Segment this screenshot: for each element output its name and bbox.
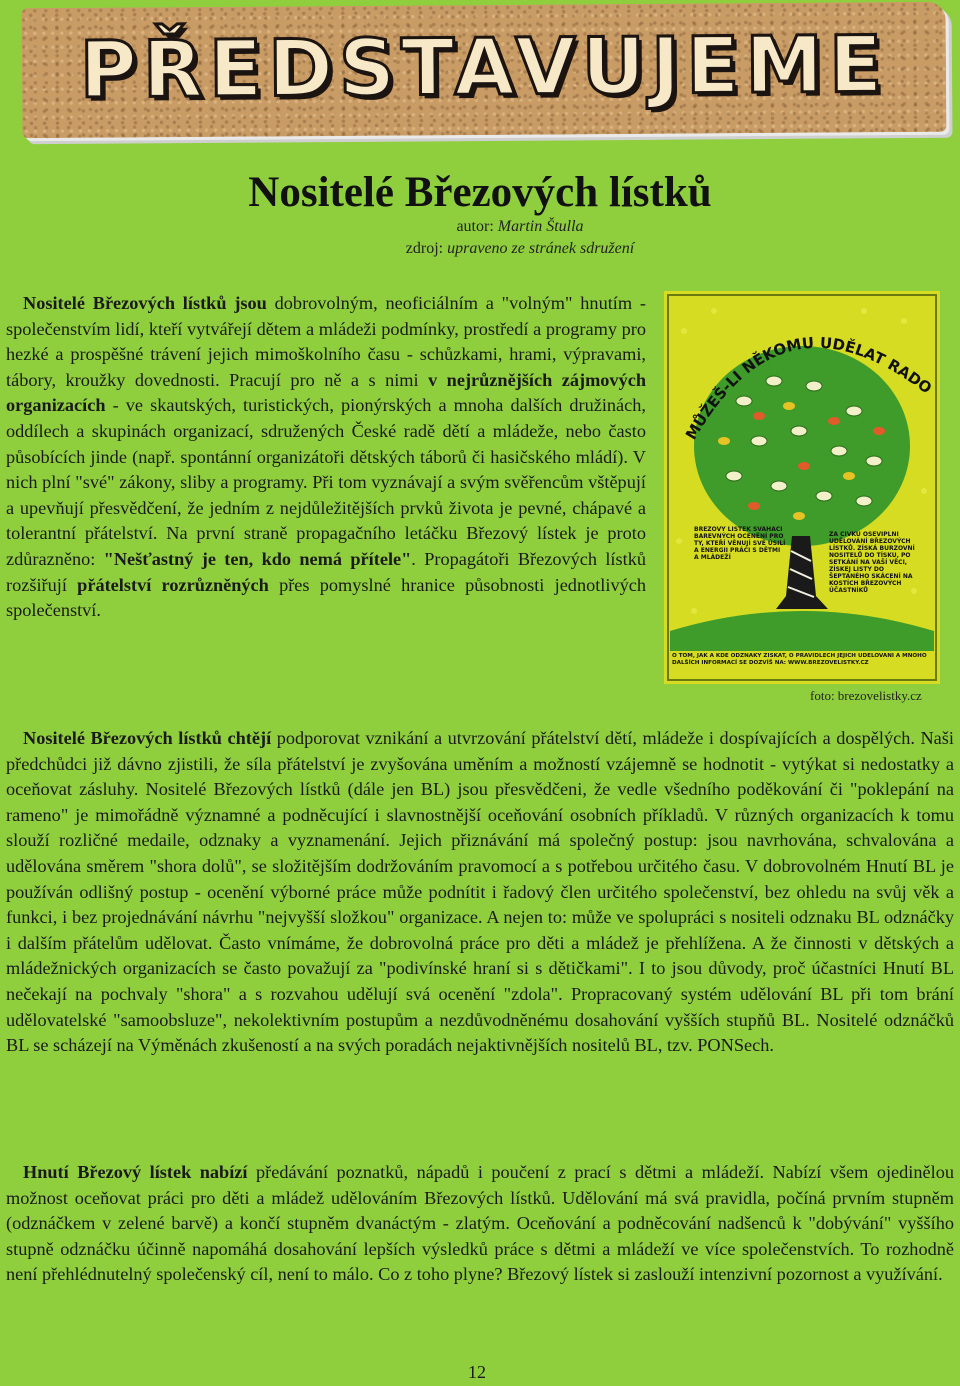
- poster-right-text: ZA CÍVKU OSEVIPLNÍ UDĚLOVÁNÍ BŘEZOVÝCH LÍSTKŮ. ZÍSKÁ BURZOVNÍ NOSITELŮ DO TÍSKU, PO SETKÁNÍ NA VAŠÍ VĚCI, ZÍSKEJ LISTY DO ŠEPTANÉHO SKÁCENÍ NA KOSTÍCH BŘEZOVÝCH ÚČASTNÍKŮ: [829, 531, 915, 594]
- poster-left-text: BŘEZOVÝ LÍSTEK SVAHACÍ BAREVNÝCH OCENĚNÍ PRO TY, KTEŘÍ VĚNUJÍ SVÉ ÚSILÍ A ENERGII PRÁCI S DĚTMI A MLÁDEŽÍ: [694, 526, 786, 561]
- third-paragraph: Hnutí Březový lístek nabízí předávání poznatků, nápadů i poučení z prací s dětmi a mládeží. Nabízí všem ojedinělou možnost oceňovat práci pro děti a mládež udělováním Březových lístků. Udělování má svá pravidla, počíná prvním stupněm (odznáčkem v zelené barvě) a končí stupněm dvanáctým - zlatým. Oceňování a podněcování nadšenců k "dobývání" vyššího stupně odznáčku účinně napomáhá dosahování lepších výsledků práce s dětmi a mládeží ve více společenstvích. To rozhodně není přehlédnutelný společenský cíl, není to málo. Co z toho plyne? Březový lístek si zaslouží intenzivní pozornost a využívání.: [6, 1162, 954, 1285]
- intro-paragraph: Nositelé Březových lístků jsou dobrovolným, neoficiálním a "volným" hnutím - společenstvím lidí, kteří vytvářejí dětem a mládeži podmínky, prostředí a programy pro hezké a prospěšné trávení jejich mimoškolního času - schůzkami, hrami, výpravami, tábory, kroužky dovednosti. Pracují pro ně a s nimi v nejrůznějších zájmových organizacích - ve skautských, turistických, pionýrských a mnoha dalších družinách, oddílech a skupinách organizací, sdružených České radě dětí a mládeže, nebo často působících jinde (např. spontánní organizátoři dětských táborů či hasičského mládí). V nich plní "své" zákony, sliby a programy. Při tom vyznávají a svým svěřencům vštěpují a upevňují přesvědčení, že jedním z nejdůležitějších prvků života je pevné, chápavé a tolerantní přátelství. Na první straně propagačního letáčku Březový lístek je proto zdůrazněno: "Nešťastný je ten, kdo nemá přítele". Propagátoři Březových lístků rozšiřují přátelství rozrůzněných přes pomyslné hranice působnosti jednotlivých společenství.: [6, 293, 646, 621]
- second-paragraph: Nositelé Březových lístků chtějí podporovat vznikání a utvrzování přátelství dětí, mládeže i dospívajících a dospělých. Naši předchůdci již dávno zjistili, že síla přátelství je zvyšována uměním a možností vzájemně se hodnotit - vytýkat si nedostatky a oceňovat zásluhy. Nositelé Březových lístků (dále jen BL) jsou přesvědčeni, že vedle všedního poděkování či "poklepání na rameno" je mimořádně významné a podněcující i slavnostnější oceňování osobních příkladů. V různých organizacích k tomu slouží rozličné medaile, odznaky a vyznamenání. Jejich přiznávání má společný postup: jsou navrhována, schvalována a udělována směrem "shora dolů", se složitějším dodržováním pravomocí a s potřebou určitého času. V dobrovolném Hnutí BL je používán odlišný postup - ocenění výborné práce může podnítit i řadový člen určitého společenství, bez ohledu na svůj věk a funkci, i bez projednávání návrhu "nejvyšší složkou" organizace. A nejen to: může ve spolupráci s nositeli odznaku BL odznáčky i dalším přátelům udělovat. Často vnímáme, že dobrovolná práce pro děti a mládež je přehlížena. A že činnosti v dětských a mládežnických organizacích se často považují za "podivínské hraní si s dětičkami". I to jsou důvody, proč účastníci Hnutí BL nečekají na pochvaly "shora" a s rozvahou udělují svá ocenění "zdola". Propracovaný systém udělování BL při tom brání udělovatelské "samoobsluze", nekolektivním postupům a nezdůvodněnému dosahování vyšších stupňů BL. Nositelé odznáčků BL se scházejí na Výměnách zkušeností a na svých poradách nejaktivnějších nositelů BL, tzv. PONSech.: [6, 728, 954, 1056]
- photo-caption: foto: brezovelistky.cz: [810, 688, 922, 703]
- source-line: zdroj: upraveno ze stránek sdružení: [405, 240, 635, 257]
- page-number: 12: [468, 1362, 486, 1382]
- author-line: autor: Martin Štulla: [456, 218, 584, 235]
- header-banner: [22, 2, 947, 138]
- poster-bottom-text: O TOM, JAK A KDE ODZNAKY ZÍSKAT, O PRAVIDLECH JEJICH UDĚLOVÁNÍ A MNOHO DALŠÍCH INFORMACÍ SE DOZVÍŠ NA: WWW.BREZOVELISTKY.CZ: [672, 653, 927, 666]
- source-name: upraveno ze stránek sdružení: [447, 240, 635, 257]
- article-title: Nositelé Březových lístků: [248, 169, 712, 216]
- poster-arc-text: MŮŽEŠ-LI NĚKOMU UDĚLAT RADO: [681, 333, 936, 443]
- brezovy-listek-poster: [664, 291, 940, 684]
- author-name: Martin Štulla: [497, 218, 584, 235]
- banner-title: PŘEDSTAVUJEME: [79, 20, 889, 116]
